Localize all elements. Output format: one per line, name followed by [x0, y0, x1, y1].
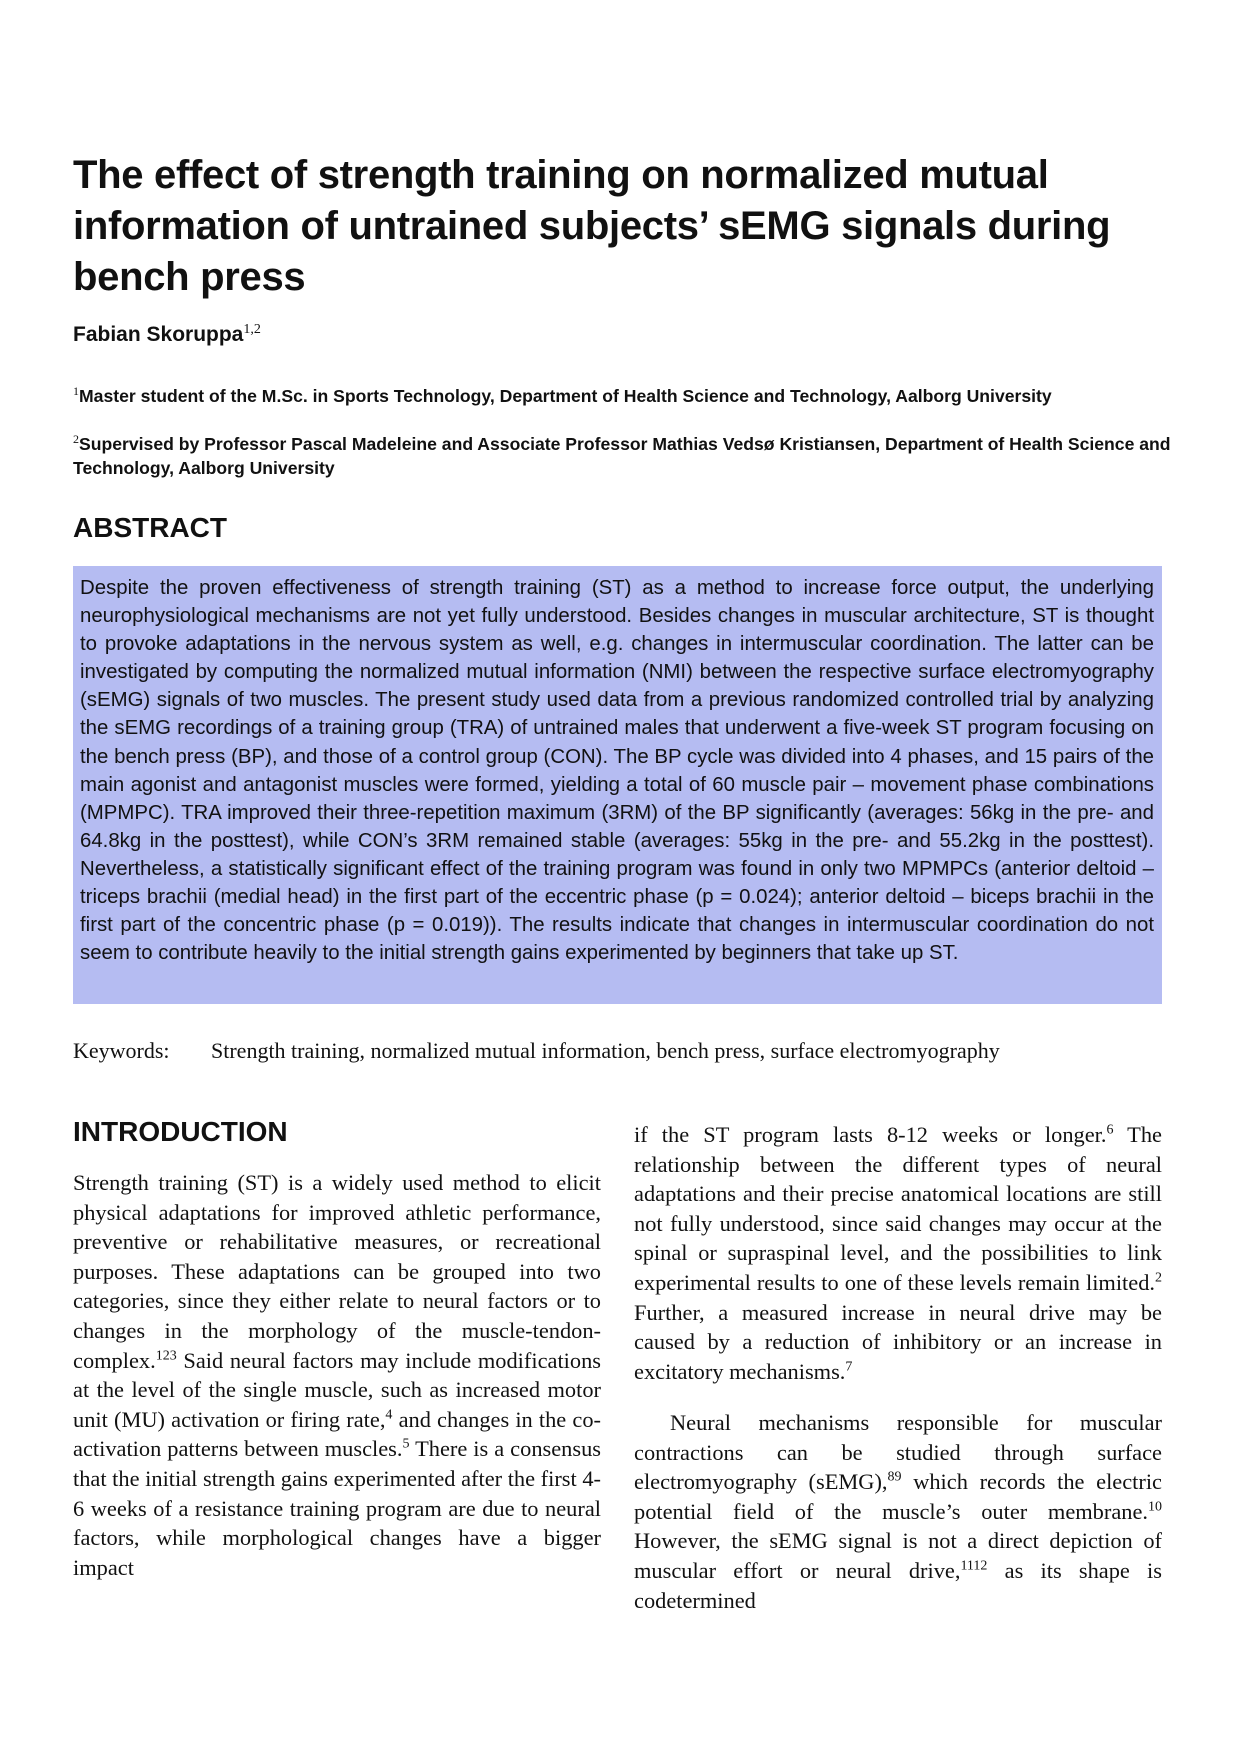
author-name: Fabian Skoruppa	[73, 323, 244, 346]
citation: 1112	[960, 1558, 988, 1574]
citation: 7	[845, 1359, 853, 1375]
text-run: which records the electric potential field of the muscle’s outer membrane.	[634, 1469, 1162, 1524]
citation: 123	[155, 1348, 177, 1364]
abstract-text: Despite the proven effectiveness of strength training (ST) as a method to increase force output, the underlying neurophysiological mechanisms are not yet fully understood. Besides changes in muscular architecture, ST is thought to provoke adaptations in the nervous system as well, e.g. changes in intermuscular coordination. The latter can be investigated by computing the normalized mutual information (NMI) between the respective surface electromyography (sEMG) signals of two muscles. The present study used data from a previous randomized controlled trial by analyzing the sEMG recordings of a training group (TRA) of untrained males that underwent a five-week ST program focusing on the bench press (BP), and those of a control group (CON). The BP cycle was divided into 4 phases, and 15 pairs of the main agonist and antagonist muscles were formed, yielding a total of 60 muscle pair – movement phase combinations (MPMPC). TRA improved their three-repetition maximum (3RM) of the BP significantly (averages: 56kg in the pre- and 64.8kg in the posttest), while CON’s 3RM remained stable (averages: 55kg in the pre- and 55.2kg in the posttest). Nevertheless, a statistically significant effect of the training program was found in only two MPMPCs (anterior deltoid – triceps brachii (medial head) in the first part of the eccentric phase (p = 0.024); anterior deltoid – biceps brachii in the first part of the concentric phase (p = 0.019)). The results indicate that changes in intermuscular coordination do not seem to contribute heavily to the initial strength gains experimented by beginners that take up ST.	[80, 577, 1154, 965]
author-affil-marks: 1,2	[243, 322, 261, 337]
intro-paragraph-1-continued	[634, 1120, 1162, 1386]
citation: 5	[402, 1436, 410, 1452]
introduction-heading: INTRODUCTION	[73, 1116, 288, 1147]
citation: 2	[1155, 1270, 1162, 1286]
keywords-line	[73, 1038, 1000, 1064]
citation: 89	[887, 1469, 902, 1485]
intro-paragraph-1	[73, 1168, 601, 1582]
text-run: However, the sEMG signal is not a direct depiction of muscular effort or neural drive,	[634, 1528, 1162, 1583]
abstract-box	[73, 566, 1162, 1004]
text-run: There is a consensus that the initial strength gains experimented after the first 4-6 weeks of a resistance training program are due to neural factors, while morphological changes have a bigger impact	[73, 1436, 601, 1580]
affiliation-1	[73, 379, 1173, 408]
text-run: Further, a measured increase in neural drive may be caused by a reduction of inhibitory or an increase in excitatory mechanisms.	[634, 1299, 1162, 1384]
intro-paragraph-2	[634, 1408, 1162, 1615]
affiliation-mark: 1	[73, 384, 79, 398]
citation: 10	[1148, 1499, 1162, 1515]
author-line	[73, 322, 261, 347]
paper-title: The effect of strength training on normalized mutual information of untrained subjects’ sEMG signals during bench press	[73, 153, 1111, 299]
keywords-label: Keywords:	[73, 1038, 170, 1063]
text-run: if the ST program lasts 8-12 weeks or longer.	[634, 1122, 1107, 1147]
text-run: and changes in the co-activation patterns between muscles.	[73, 1406, 601, 1462]
abstract-heading: ABSTRACT	[73, 512, 227, 543]
text-run: The relationship between the different types of neural adaptations and their precise anatomical locations are still not fully understood, since said changes may occur at the spinal or supraspinal level, and the possibilities to link experimental results to one of these levels remain limited.	[634, 1122, 1162, 1295]
affiliation-text: Master student of the M.Sc. in Sports Technology, Department of Health Science and Technology, Aalborg University	[79, 385, 1052, 406]
citation: 4	[385, 1407, 393, 1423]
text-run: as its shape is codetermined	[634, 1557, 1162, 1613]
affiliation-mark: 2	[73, 432, 79, 446]
citation: 6	[1106, 1122, 1114, 1138]
affiliation-text: Supervised by Professor Pascal Madeleine and Associate Professor Mathias Vedsø Kristiansen, Department of Health Science and Technology, Aalborg University	[73, 433, 1171, 478]
text-run: Said neural factors may include modifications at the level of the single muscle, such as increased motor unit (MU) activation or firing rate,	[73, 1347, 601, 1432]
affiliation-2	[73, 427, 1173, 480]
text-run: Neural mechanisms responsible for muscular contractions can be studied through surface electromyography (sEMG),	[634, 1410, 1162, 1495]
keywords-text: Strength training, normalized mutual information, bench press, surface electromyography	[211, 1038, 1000, 1063]
text-run: Strength training (ST) is a widely used method to elicit physical adaptations for improved athletic performance, preventive or rehabilitative measures, or recreational purposes. These adaptations can be grouped into two categories, since they either relate to neural factors or to changes in the morphology of the muscle-tendon-complex.	[73, 1170, 601, 1373]
